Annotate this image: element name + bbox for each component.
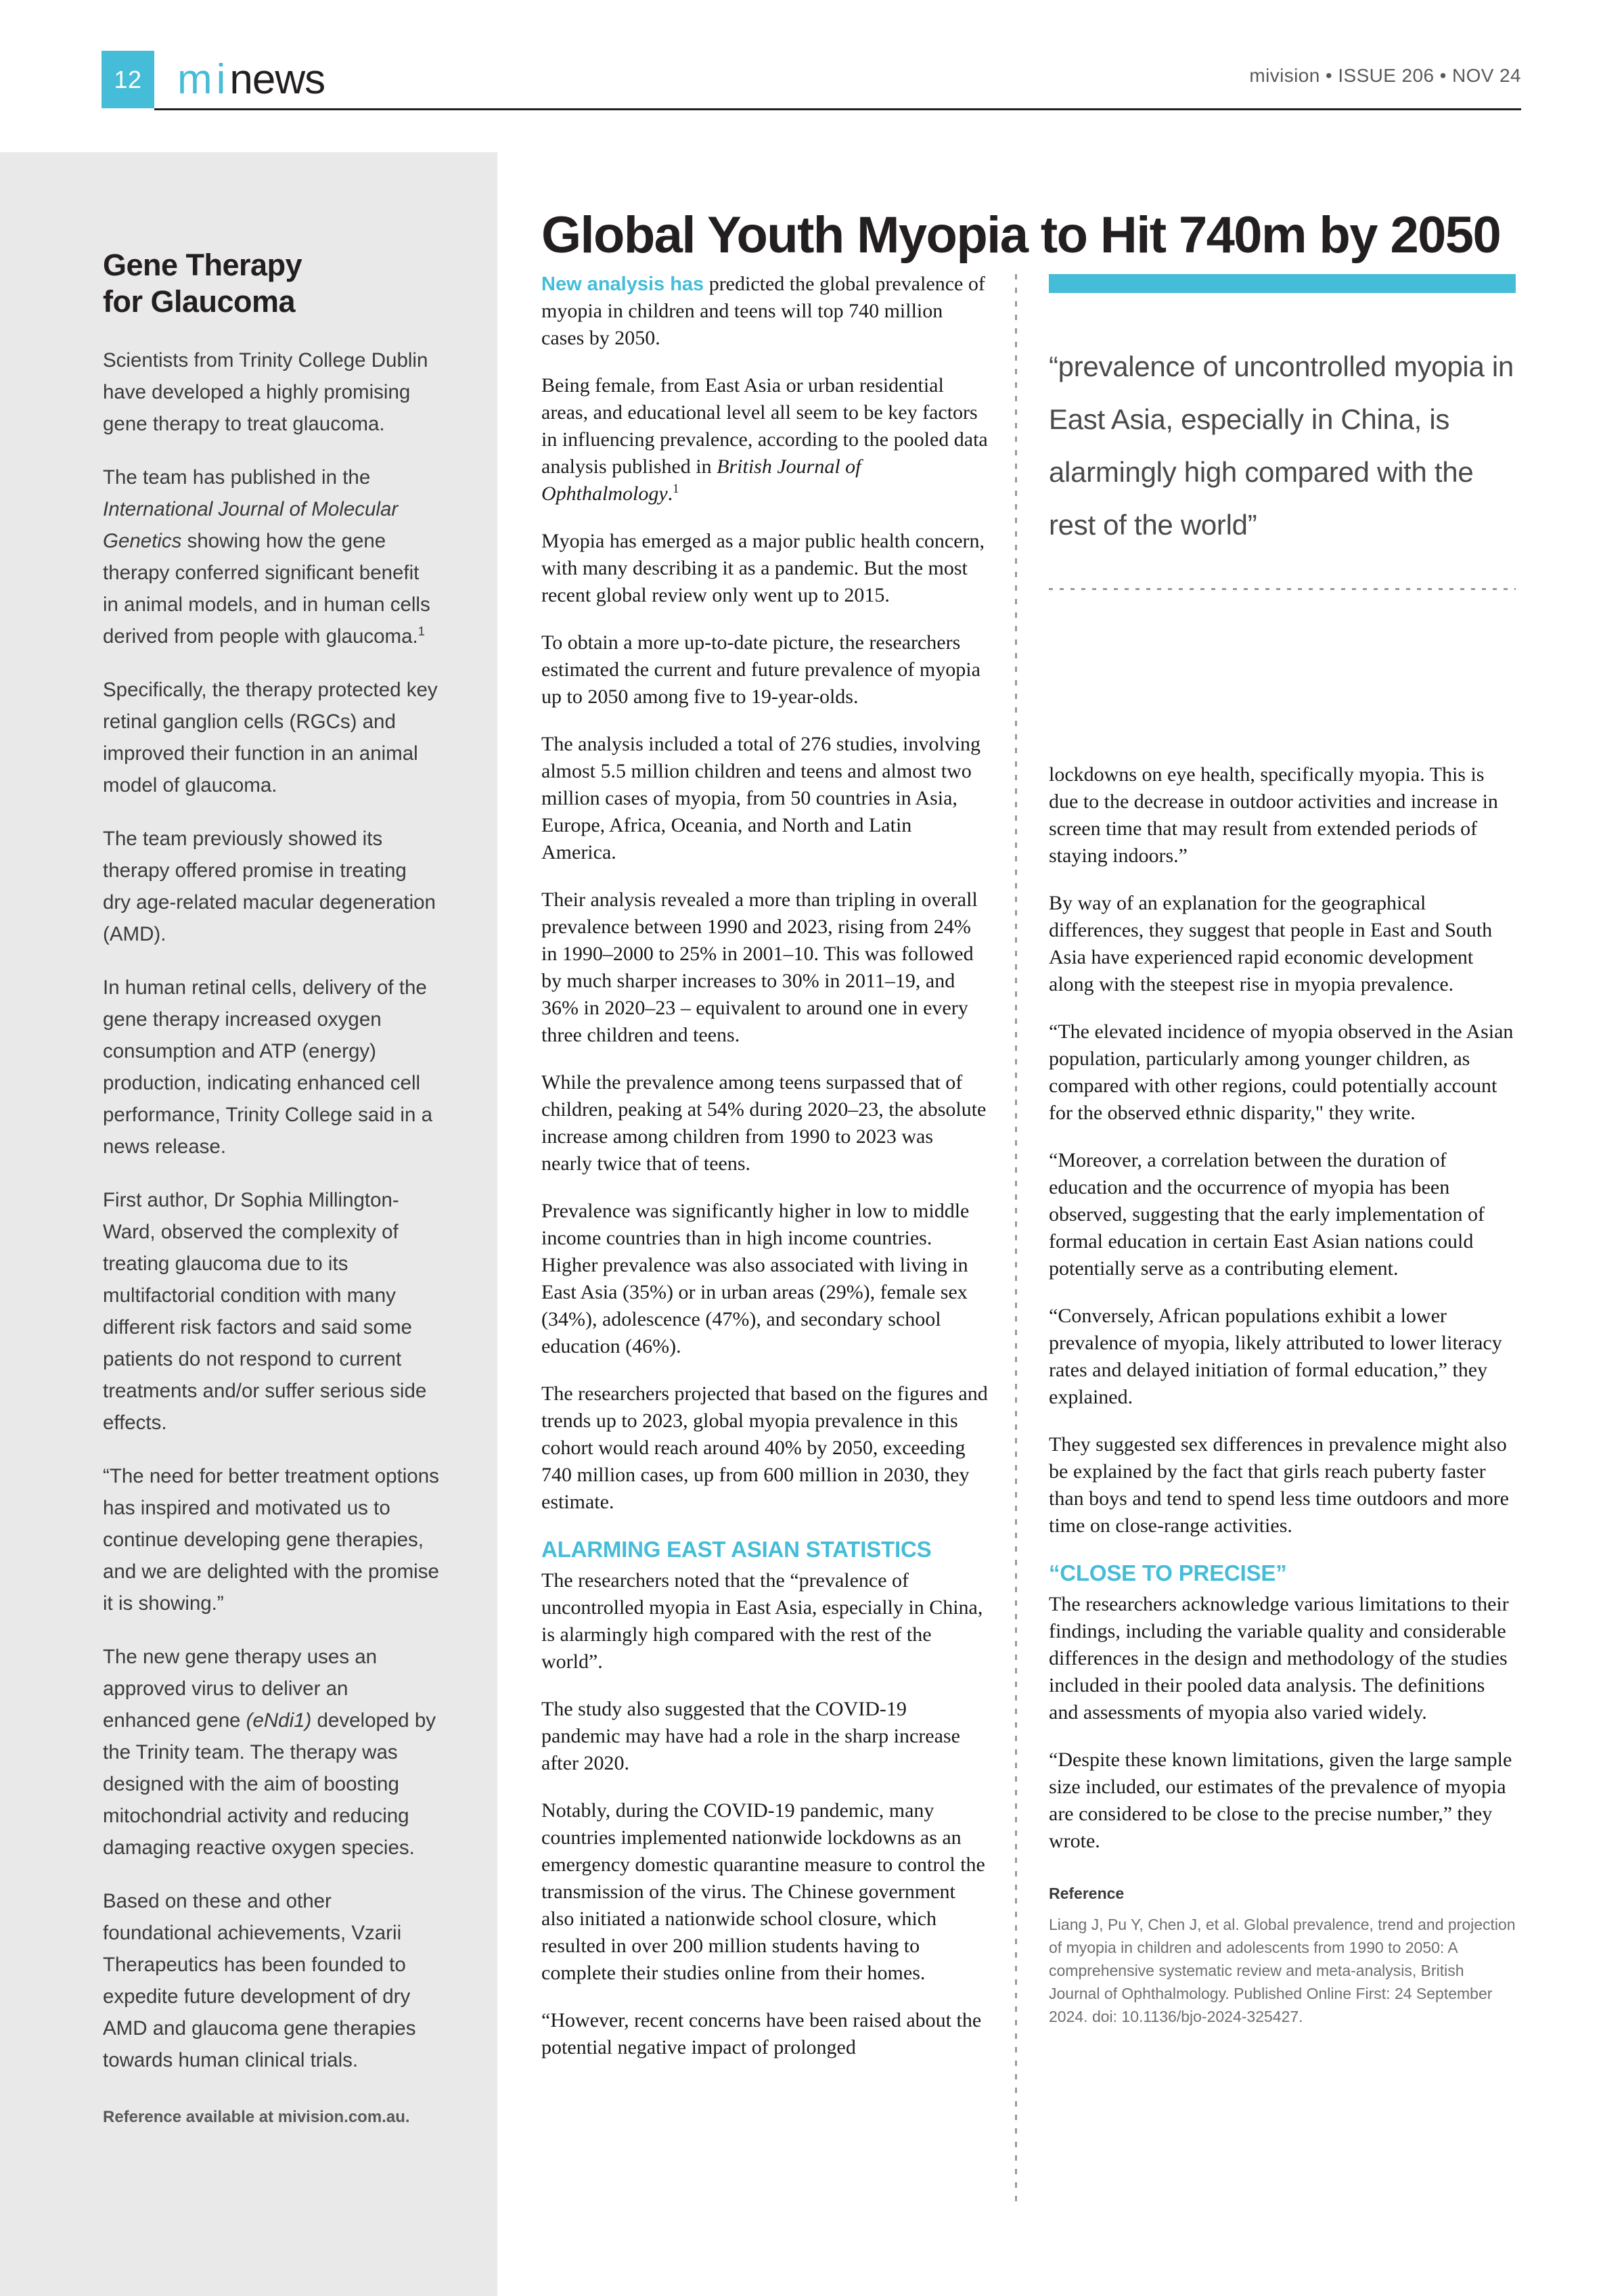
body-paragraph: They suggested sex differences in prevalence might also be explained by the fact that girls reach puberty faster than boys and tend to spend less time outdoors and more time on close-range activities. xyxy=(1049,1433,1509,1537)
body-paragraph: Their analysis revealed a more than tripling in overall prevalence between 1990 and 2023, rising from 24% in 1990–2000 to 25% in 2001–10. This was followed by much sharper increases to 30% in 2011–19, and 36% in 2020–23 – equivalent to around one in every three children and teens. xyxy=(541,888,978,1046)
sidebar-reference-note: Reference available at mivision.com.au. xyxy=(103,2108,410,2126)
body-paragraph: The researchers projected that based on the figures and trends up to 2023, global myopia prevalence in this cohort would reach around 40% by 2050, exceeding 740 million cases, up from 600 million in 2030, they estimate. xyxy=(541,1382,988,1513)
lead-paragraph xyxy=(541,271,988,352)
section-heading-alarming: ALARMING EAST ASIAN STATISTICS xyxy=(541,1537,932,1562)
logo-mi-part: mi xyxy=(177,56,230,103)
sidebar-heading-line1: Gene Therapy xyxy=(103,248,302,282)
body-paragraph: Myopia has emerged as a major public health concern, with many describing it as a pandemic. But the most recent global review only went up to 2015. xyxy=(541,530,985,606)
sidebar-paragraph: The new gene therapy uses an approved virus to deliver an enhanced gene (eNdi1) developed by the Trinity team. The therapy was designed with the aim of boosting mitochondrial activity and reducing damaging reactive oxygen species. xyxy=(103,1646,436,1859)
body-paragraph: The researchers noted that the “prevalence of uncontrolled myopia in East Asia, especially in China, is alarmingly high compared with the rest of the world”. xyxy=(541,1569,983,1673)
pull-quote-dotted-rule xyxy=(1049,588,1516,590)
lead-in-phrase: New analysis has xyxy=(541,273,704,295)
sidebar-paragraph: “The need for better treatment options has inspired and motivated us to continue developing gene therapies, and we are delighted with the promise it is showing.” xyxy=(103,1465,439,1615)
body-paragraph: “Conversely, African populations exhibit a lower prevalence of myopia, likely attributed to lower literacy rates and delayed initiation of formal education,” they explained. xyxy=(1049,1305,1502,1408)
journal-name-italic: International Journal of Molecular Genetics xyxy=(103,498,399,552)
body-paragraph: “Moreover, a correlation between the duration of education and the occurrence of myopia has been observed, suggesting that the early implementation of formal education in certain East Asian nations could potentially serve as a contributing element. xyxy=(1049,1149,1485,1280)
footnote-marker: 1 xyxy=(673,482,679,496)
section-heading-close-to-precise: “CLOSE TO PRECISE” xyxy=(1049,1560,1287,1585)
sidebar-paragraph: In human retinal cells, delivery of the gene therapy increased oxygen consumption and ATP (energy) production, indicating enhanced cell performance, Trinity College said in a news release. xyxy=(103,976,432,1158)
body-paragraph: Prevalence was significantly higher in low to middle income countries than in high income countries. Higher prevalence was also associated with living in East Asia (35%) or in urban areas (29%), female sex (34%), adolescence (47%), and secondary school education (46%). xyxy=(541,1200,970,1357)
reference-block xyxy=(1049,1883,1516,2028)
article-title: Global Youth Myopia to Hit 740m by 2050 xyxy=(541,206,1501,264)
body-paragraph: To obtain a more up-to-date picture, the researchers estimated the current and future prevalence of myopia up to 2050 among five to 19-year-olds. xyxy=(541,631,980,708)
body-paragraph: “The elevated incidence of myopia observed in the Asian population, particularly among younger children, as compared with other regions, could potentially account for the observed ethnic disparity," they write. xyxy=(1049,1020,1514,1124)
body-paragraph: The study also suggested that the COVID-19 pandemic may have had a role in the sharp increase after 2020. xyxy=(541,1698,960,1774)
column-divider xyxy=(1015,274,1017,2209)
footnote-marker: 1 xyxy=(418,624,425,639)
sidebar-paragraph: Specifically, the therapy protected key retinal ganglion cells (RGCs) and improved their function in an animal model of glaucoma. xyxy=(103,679,438,796)
body-paragraph: By way of an explanation for the geographical differences, they suggest that people in East and South Asia have experienced rapid economic development along with the steepest rise in myopia prevalence. xyxy=(1049,892,1493,995)
publication-logo xyxy=(177,53,325,107)
sidebar-paragraph: Scientists from Trinity College Dublin have developed a highly promising gene therapy to treat glaucoma. xyxy=(103,349,428,435)
body-paragraph: Being female, from East Asia or urban residential areas, and educational level all seem to be key factors in influencing prevalence, according to the pooled data analysis published in British Journal of Ophthalmology.$^1$ xyxy=(541,374,988,505)
body-paragraph: The researchers acknowledge various limitations to their findings, including the variable quality and considerable differences in the design and methodology of the studies included in their pooled data analysis. The definitions and assessments of myopia also varied widely. xyxy=(1049,1593,1509,1724)
gene-name-italic: (eNdi1) xyxy=(246,1709,312,1732)
sidebar-paragraph: First author, Dr Sophia Millington-Ward, observed the complexity of treating glaucoma due to its multifactorial condition with many different risk factors and said some patients do not respond to current treatments and/or suffer serious side effects. xyxy=(103,1189,427,1434)
pull-quote-text: “prevalence of uncontrolled myopia in East Asia, especially in China, is alarmingly high compared with the rest of the world” xyxy=(1049,351,1514,541)
issue-line: mivision • ISSUE 206 • NOV 24 xyxy=(1249,65,1521,86)
body-paragraph: Notably, during the COVID-19 pandemic, many countries implemented nationwide lockdowns as an emergency domestic quarantine measure to control the transmission of the virus. The Chinese government also initiated a nationwide school closure, which resulted in over 200 million students having to complete their studies online from their homes. xyxy=(541,1799,985,1984)
body-paragraph: While the prevalence among teens surpassed that of children, peaking at 54% during 2020–23, the absolute increase among children from 1990 to 2023 was nearly twice that of teens. xyxy=(541,1071,987,1175)
page-number-badge: 12 xyxy=(102,51,154,108)
lead-rest: predicted the global prevalence of myopia in children and teens will top 740 million cases by 2050. xyxy=(541,273,985,349)
sidebar-paragraph: Based on these and other foundational achievements, Vzarii Therapeutics has been founded to expedite future development of dry AMD and glaucoma gene therapies towards human clinical trials. xyxy=(103,1890,416,2071)
middle-column xyxy=(541,271,988,2081)
body-paragraph: lockdowns on eye health, specifically myopia. This is due to the decrease in outdoor activities and increase in screen time that may result from extended periods of staying indoors.” xyxy=(1049,763,1498,867)
page-masthead xyxy=(0,0,1624,152)
sidebar-paragraph: The team previously showed its therapy offered promise in treating dry age-related macular degeneration (AMD). xyxy=(103,828,436,945)
pull-quote-accent-bar xyxy=(1049,274,1516,293)
reference-citation: Liang J, Pu Y, Chen J, et al. Global prevalence, trend and projection of myopia in children and adolescents from 1990 to 2050: A comprehensive systematic review and meta-analysis, British Journal of Ophthalmology. Published Online First: 24 September 2024. doi: 10.1136/bjo-2024-325427. xyxy=(1049,1916,1516,2025)
sidebar-heading-line2: for Glaucoma xyxy=(103,284,296,319)
sidebar-article xyxy=(0,152,497,2296)
sidebar-heading xyxy=(103,247,439,320)
masthead-rule xyxy=(154,108,1521,110)
right-column xyxy=(1049,761,1516,2028)
body-paragraph: The analysis included a total of 276 studies, involving almost 5.5 million children and teens and almost two million cases of myopia, from 50 countries in Asia, Europe, Africa, Oceania, and North and Latin America. xyxy=(541,733,981,863)
pull-quote-block xyxy=(1049,274,1516,590)
sidebar-paragraph: The team has published in the International Journal of Molecular Genetics showing how the gene therapy conferred significant benefit in animal models, and in human cells derived from people with glaucoma.$^1$ xyxy=(103,466,430,648)
reference-label: Reference xyxy=(1049,1885,1125,1902)
journal-name-italic: British Journal of Ophthalmology xyxy=(541,455,861,505)
body-paragraph: “However, recent concerns have been raised about the potential negative impact of prolonged xyxy=(541,2009,982,2058)
logo-news-part: news xyxy=(229,56,325,103)
body-paragraph: “Despite these known limitations, given the large sample size included, our estimates of the prevalence of myopia are considered to be close to the precise number,” they wrote. xyxy=(1049,1749,1512,1852)
